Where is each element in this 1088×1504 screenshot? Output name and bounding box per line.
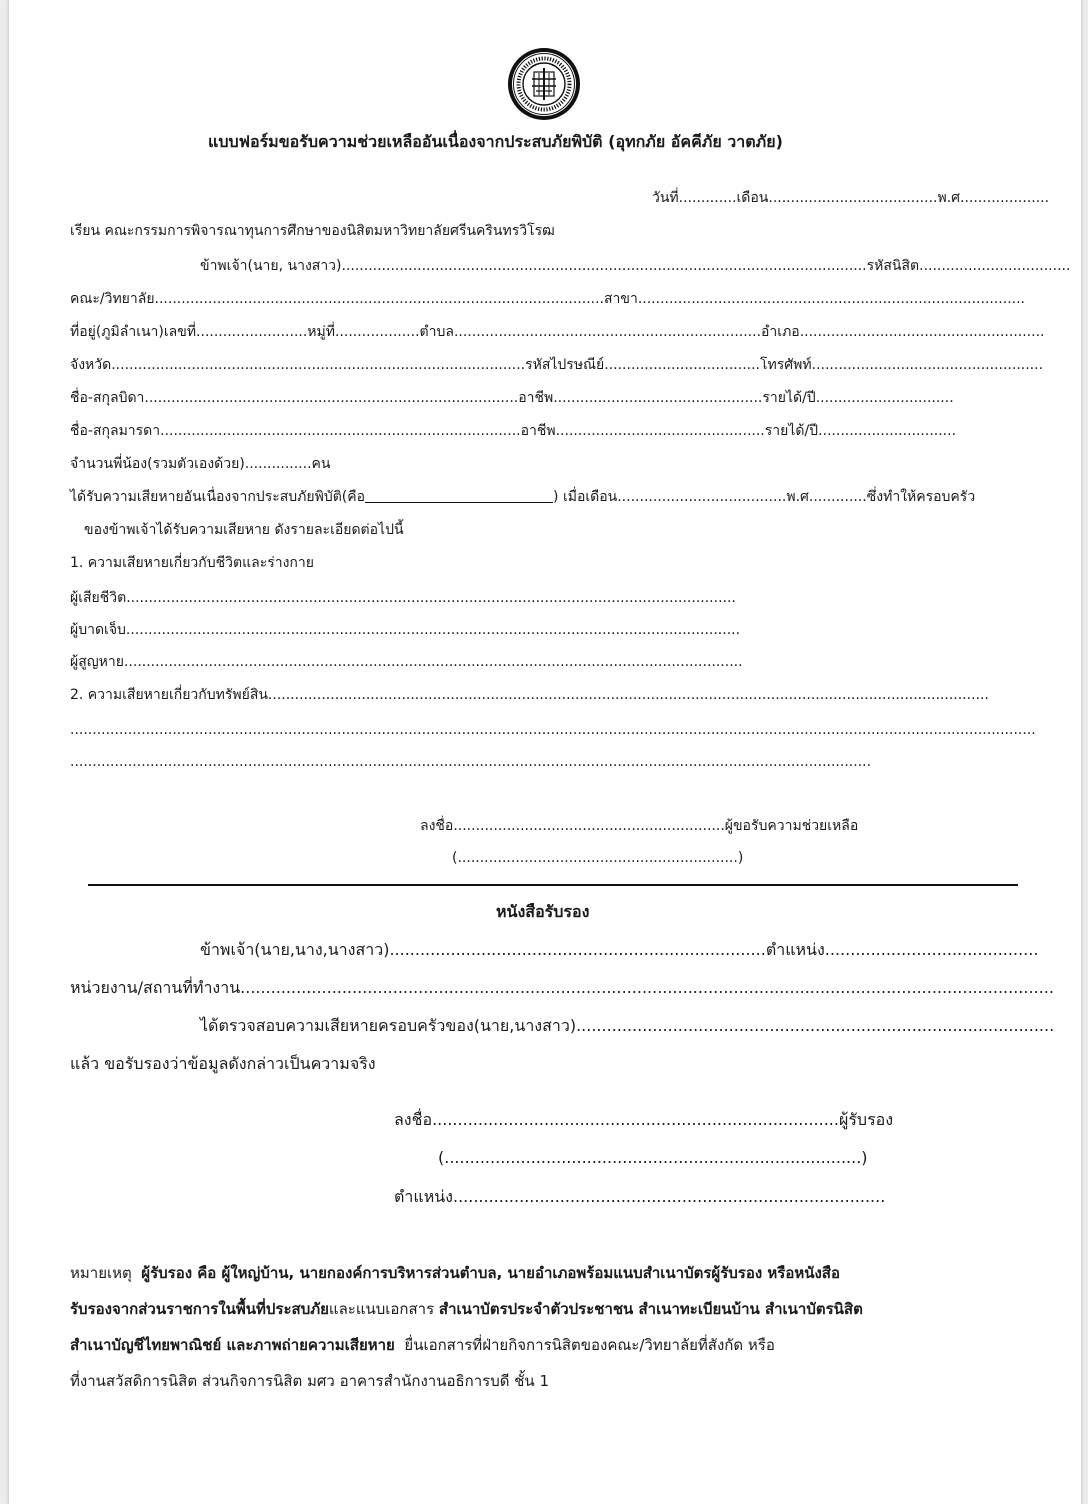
- province-field[interactable]: จังหวัด.............................................................................................รหัสไปรษณีย์...................................โทรศัพท์....................................................: [70, 357, 1044, 373]
- mother-field[interactable]: ชื่อ-สกุลมารดา.................................................................................อาชีพ...............................................รายได้/ปี...............................: [70, 423, 957, 439]
- disaster-label: ได้รับความเสียหายอันเนื่องจากประสบภัยพิบัติ(คือ: [70, 489, 366, 505]
- section-divider: [88, 884, 1018, 886]
- note-bank-photo: สำเนาบัญชีไทยพาณิชย์ และภาพถ่ายความเสียหาย: [70, 1336, 395, 1354]
- note-certifier-requirement: ผู้รับรอง คือ ผู้ใหญ่บ้าน, นายกองค์การบริหารส่วนตำบล, นายอำเภอพร้อมแนบสำเนาบัตรผู้รับรอง หรือหนังสือ: [141, 1264, 840, 1282]
- section-1-heading: 1. ความเสียหายเกี่ยวกับชีวิตและร่างกาย: [70, 555, 314, 571]
- certifier-position-field[interactable]: ตำแหน่ง.....................................................................................: [394, 1187, 886, 1206]
- applicant-printed-name-field[interactable]: (...............................................................): [452, 850, 744, 866]
- university-seal-logo: [506, 46, 582, 122]
- note-line-4: ที่งานสวัสดิการนิสิต ส่วนกิจการนิสิต มศว อาคารสำนักงานอธิการบดี ชั้น 1: [70, 1372, 549, 1390]
- father-field[interactable]: ชื่อ-สกุลบิดา....................................................................................อาชีพ...............................................รายได้/ปี...............................: [70, 390, 954, 406]
- disaster-field[interactable]: [70, 487, 1028, 507]
- disaster-blank[interactable]: [365, 501, 553, 503]
- address-field[interactable]: ที่อยู่(ภูมิลำเนา)เลขที่.........................หมู่ที่...................ตำบล.....................................................................อำเภอ.......................................................: [70, 324, 1045, 340]
- note-label: หมายเหตุ: [70, 1264, 132, 1282]
- property-detail-line-1[interactable]: .........................................................................................................................................................................................................................: [70, 722, 1036, 738]
- deceased-field[interactable]: ผู้เสียชีวิต.........................................................................................................................................: [70, 590, 736, 606]
- certifier-signature-field[interactable]: ลงชื่อ................................................................................ผู้รับรอง: [394, 1110, 894, 1129]
- injured-field[interactable]: ผู้บาดเจ็บ..........................................................................................................................................: [70, 622, 741, 638]
- siblings-field[interactable]: จำนวนพี่น้อง(รวมตัวเองด้วย)...............คน: [70, 456, 331, 472]
- certification-statement: แล้ว ขอรับรองว่าข้อมูลดังกล่าวเป็นความจริง: [70, 1054, 376, 1073]
- note-line-1: [70, 1262, 1030, 1284]
- disaster-month-field[interactable]: ) เมื่อเดือน......................................พ.ศ.............ซึ่งทำให้ครอบครัว: [553, 489, 976, 505]
- missing-field[interactable]: ผู้สูญหาย...........................................................................................................................................: [70, 654, 743, 670]
- section-2-property-field[interactable]: 2. ความเสียหายเกี่ยวกับทรัพย์สิน..................................................................................................................................................................: [70, 687, 989, 703]
- note-line-3: [70, 1334, 1030, 1356]
- damage-intro: ของข้าพเจ้าได้รับความเสียหาย ดังรายละเอียดต่อไปนี้: [84, 522, 404, 538]
- form-title: แบบฟอร์มขอรับความช่วยเหลืออันเนื่องจากประสบภัยพิบัติ (อุทกภัย อัคคีภัย วาตภัย): [208, 132, 783, 151]
- note-line-2: [70, 1298, 1030, 1320]
- certifier-name-field[interactable]: ข้าพเจ้า(นาย,นาง,นางสาว)..........................................................................ตำแหน่ง..........................................: [200, 940, 1039, 959]
- date-field[interactable]: วันที่.............เดือน......................................พ.ศ....................: [652, 190, 1050, 206]
- faculty-field[interactable]: คณะ/วิทยาลัย.....................................................................................................สาขา.......................................................................................: [70, 291, 1026, 307]
- note-gov-cert: รับรองจากส่วนราชการในพื้นที่ประสบภัย: [70, 1300, 329, 1318]
- applicant-name-field[interactable]: ข้าพเจ้า(นาย, นางสาว)......................................................................................................................รหัสนิสิต..................................: [200, 258, 1071, 274]
- note-attach-text: และแนบเอกสาร: [328, 1300, 435, 1318]
- property-detail-line-2[interactable]: ....................................................................................................................................................................................: [70, 754, 872, 770]
- certifier-printed-name-field[interactable]: (..................................................................................): [438, 1148, 868, 1167]
- addressee-line: เรียน คณะกรรมการพิจารณาทุนการศึกษาของนิสิตมหาวิทยาลัยศรีนครินทรวิโรฒ: [70, 223, 555, 239]
- note-submit-text: ยื่นเอกสารที่ฝ่ายกิจการนิสิตของคณะ/วิทยาลัยที่สังกัด หรือ: [404, 1336, 775, 1354]
- workplace-field[interactable]: หน่วยงาน/สถานที่ทำงาน................................................................................................................................................................: [70, 978, 1054, 997]
- certification-heading: หนังสือรับรอง: [496, 902, 590, 921]
- applicant-signature-field[interactable]: ลงชื่อ.............................................................ผู้ขอรับความช่วยเหลือ: [420, 818, 859, 834]
- inspected-family-field[interactable]: ได้ตรวจสอบความเสียหายครอบครัวของ(นาย,นางสาว)..............................................................................................: [200, 1016, 1055, 1035]
- note-documents: สำเนาบัตรประจำตัวประชาชน สำเนาทะเบียนบ้าน สำเนาบัตรนิสิต: [438, 1300, 863, 1318]
